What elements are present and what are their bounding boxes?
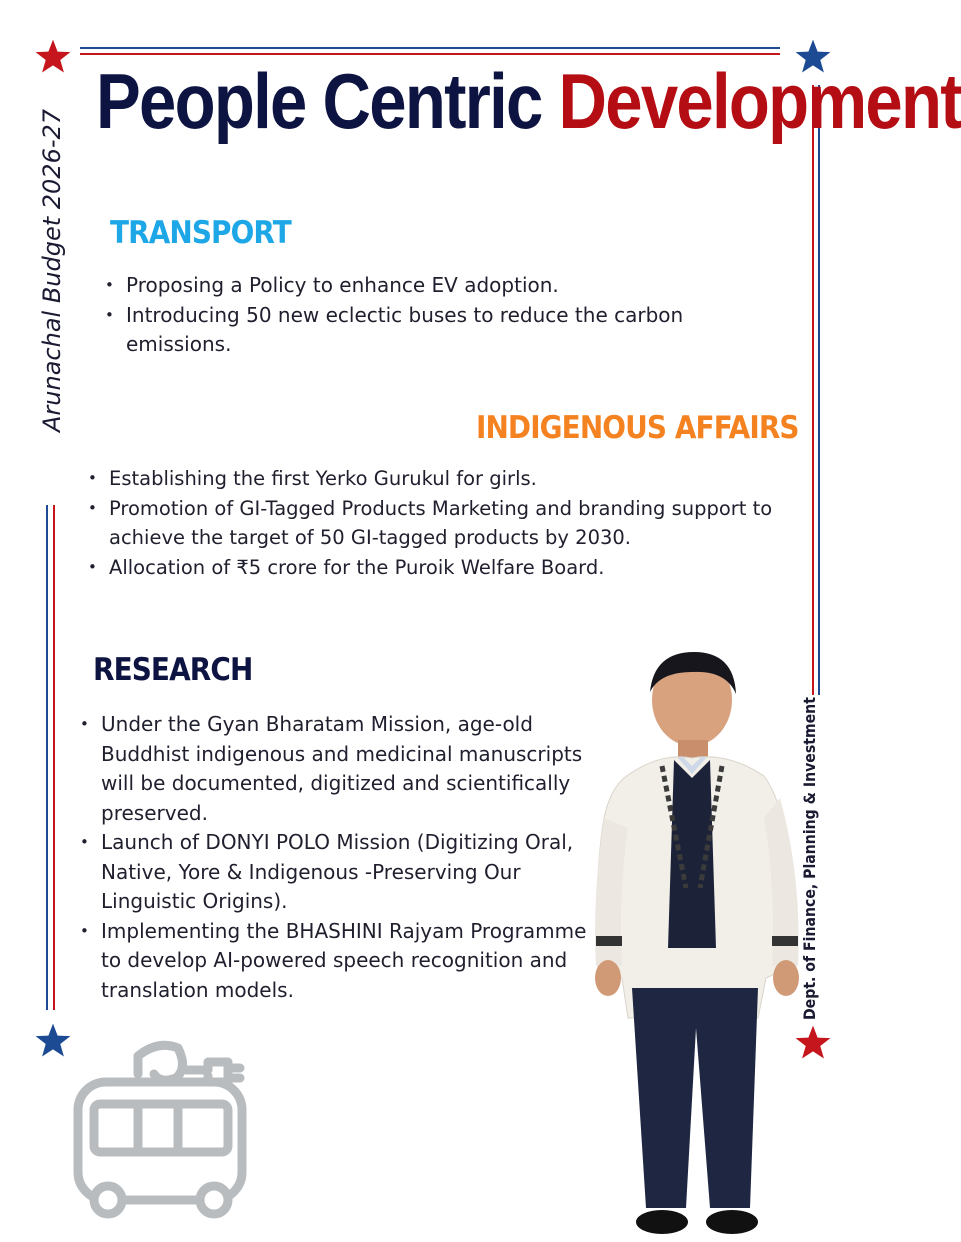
- electric-bus-icon: [68, 1038, 278, 1222]
- star-icon: [34, 1022, 72, 1060]
- list-item: • Implementing the BHASHINI Rajyam Programme to develop AI-powered speech recognition and translation models.: [80, 917, 600, 1006]
- list-item: • Establishing the first Yerko Gurukul for girls.: [88, 464, 808, 494]
- star-icon: [34, 38, 72, 76]
- title-part-1: People Centric: [96, 57, 542, 145]
- indigenous-affairs-list: [88, 464, 808, 582]
- list-item: • Launch of DONYI POLO Mission (Digitizing Oral, Native, Yore & Indigenous -Preserving Our Linguistic Origins).: [80, 828, 600, 917]
- right-border-line-red: [812, 85, 814, 695]
- page-title: [96, 57, 961, 145]
- title-part-2: Development: [558, 57, 961, 145]
- transport-heading: TRANSPORT: [110, 215, 291, 251]
- list-item: • Promotion of GI-Tagged Products Marketing and branding support to achieve the target of 50 GI-tagged products by 2030.: [88, 494, 808, 553]
- department-label: Dept. of Finance, Planning & Investment: [800, 697, 819, 1020]
- top-border-line-red: [80, 53, 780, 55]
- budget-label: Arunachal Budget 2026-27: [38, 108, 66, 432]
- list-item: • Under the Gyan Bharatam Mission, age-old Buddhist indigenous and medicinal manuscripts will be documented, digitized and scientifically preserved.: [80, 710, 600, 828]
- list-item: • Introducing 50 new eclectic buses to reduce the carbon emissions.: [105, 301, 725, 360]
- research-list: [80, 710, 600, 1005]
- list-item: • Proposing a Policy to enhance EV adoption.: [105, 271, 725, 301]
- list-item: • Allocation of ₹5 crore for the Puroik Welfare Board.: [88, 553, 808, 583]
- research-heading: RESEARCH: [93, 652, 253, 688]
- top-border-line-blue: [80, 47, 780, 49]
- person-photo: [588, 648, 808, 1242]
- right-border-line-blue: [818, 85, 820, 695]
- left-border-line-blue: [46, 505, 48, 1010]
- transport-list: [105, 271, 725, 360]
- left-border-line-red: [53, 505, 55, 1010]
- indigenous-affairs-heading: INDIGENOUS AFFAIRS: [476, 410, 799, 446]
